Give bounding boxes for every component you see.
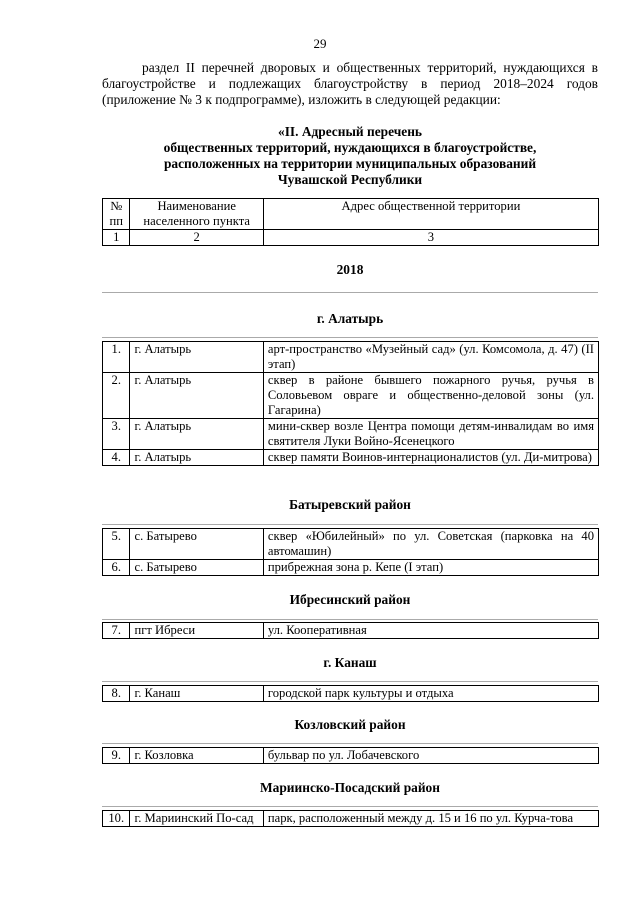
title-line-1: «II. Адресный перечень (278, 124, 422, 139)
header-col-address: Адрес общественной территории (263, 199, 598, 230)
title-line-2: общественных территорий, нуждающихся в благоустройстве, (163, 140, 537, 155)
row-number: 1. (103, 342, 130, 373)
section-heading: Козловский район (294, 717, 406, 732)
section-table (102, 622, 599, 639)
document-title (102, 124, 598, 188)
header-col-place: Наименование населенного пункта (130, 199, 263, 230)
divider (102, 524, 598, 525)
header-row (103, 199, 599, 230)
table-row (103, 748, 599, 764)
row-address: прибрежная зона р. Кепе (I этап) (263, 560, 598, 576)
header-num-3: 3 (263, 230, 598, 246)
row-address: сквер памяти Воинов-интернационалистов (ул. Ди-митрова) (263, 450, 598, 466)
table-row (103, 811, 599, 827)
row-place: с. Батырево (130, 529, 263, 560)
header-numbering-row (103, 230, 599, 246)
table-row (103, 419, 599, 450)
row-address: сквер в районе бывшего пожарного ручья, ручья в Соловьевом овраге и общественно-деловой зоны (ул. Гагарина) (263, 373, 598, 419)
row-place: г. Мариинский По-сад (130, 811, 263, 827)
title-line-4: Чувашской Республики (277, 172, 423, 187)
section-heading: Батыревский район (289, 497, 411, 512)
table-row (103, 373, 599, 419)
divider (102, 743, 598, 744)
row-place: г. Алатырь (130, 342, 263, 373)
header-num-1: 1 (103, 230, 130, 246)
page-number: 29 (313, 36, 327, 51)
row-number: 6. (103, 560, 130, 576)
section-table (102, 685, 599, 702)
row-address: бульвар по ул. Лобачевского (263, 748, 598, 764)
row-number: 2. (103, 373, 130, 419)
divider (102, 619, 598, 620)
row-place: г. Алатырь (130, 373, 263, 419)
header-col-number: № пп (103, 199, 130, 230)
header-num-2: 2 (130, 230, 263, 246)
row-number: 5. (103, 529, 130, 560)
row-place: пгт Ибреси (130, 623, 263, 639)
title-line-3: расположенных на территории муниципальных образований (163, 156, 537, 171)
section-heading: Ибресинский район (289, 592, 411, 607)
row-address: сквер «Юбилейный» по ул. Советская (парковка на 40 автомашин) (263, 529, 598, 560)
table-row (103, 623, 599, 639)
row-address: парк, расположенный между д. 15 и 16 по ул. Курча-това (263, 811, 598, 827)
row-place: г. Козловка (130, 748, 263, 764)
row-number: 4. (103, 450, 130, 466)
section-heading: г. Алатырь (316, 311, 384, 326)
row-number: 3. (103, 419, 130, 450)
table-row (103, 342, 599, 373)
section-table (102, 747, 599, 764)
row-place: г. Алатырь (130, 450, 263, 466)
row-place: г. Алатырь (130, 419, 263, 450)
row-place: г. Канаш (130, 686, 263, 702)
divider (102, 337, 598, 338)
table-row (103, 450, 599, 466)
row-number: 8. (103, 686, 130, 702)
divider (102, 806, 598, 807)
row-number: 9. (103, 748, 130, 764)
row-number: 10. (103, 811, 130, 827)
header-table (102, 198, 599, 246)
row-address: городской парк культуры и отдыха (263, 686, 598, 702)
section-table (102, 528, 599, 576)
table-row (103, 686, 599, 702)
year-heading: 2018 (336, 262, 364, 277)
table-row (103, 529, 599, 560)
row-address: ул. Кооперативная (263, 623, 598, 639)
intro-text: раздел II перечней дворовых и общественных территорий, нуждающихся в благоустройстве и подлежащих благоустройству в период 2018–2024 годов (приложение № 3 к подпрограмме), изложить в следующей редакции: (102, 60, 598, 107)
intro-paragraph (102, 60, 598, 108)
section-heading: г. Канаш (323, 655, 377, 670)
row-place: с. Батырево (130, 560, 263, 576)
table-row (103, 560, 599, 576)
section-table (102, 341, 599, 466)
section-heading: Мариинско-Посадский район (260, 780, 440, 795)
row-address: арт-пространство «Музейный сад» (ул. Комсомола, д. 47) (II этап) (263, 342, 598, 373)
row-address: мини-сквер возле Центра помощи детям-инвалидам во имя святителя Луки Войно-Ясенецкого (263, 419, 598, 450)
divider (102, 681, 598, 682)
row-number: 7. (103, 623, 130, 639)
divider (102, 292, 598, 293)
section-table (102, 810, 599, 827)
